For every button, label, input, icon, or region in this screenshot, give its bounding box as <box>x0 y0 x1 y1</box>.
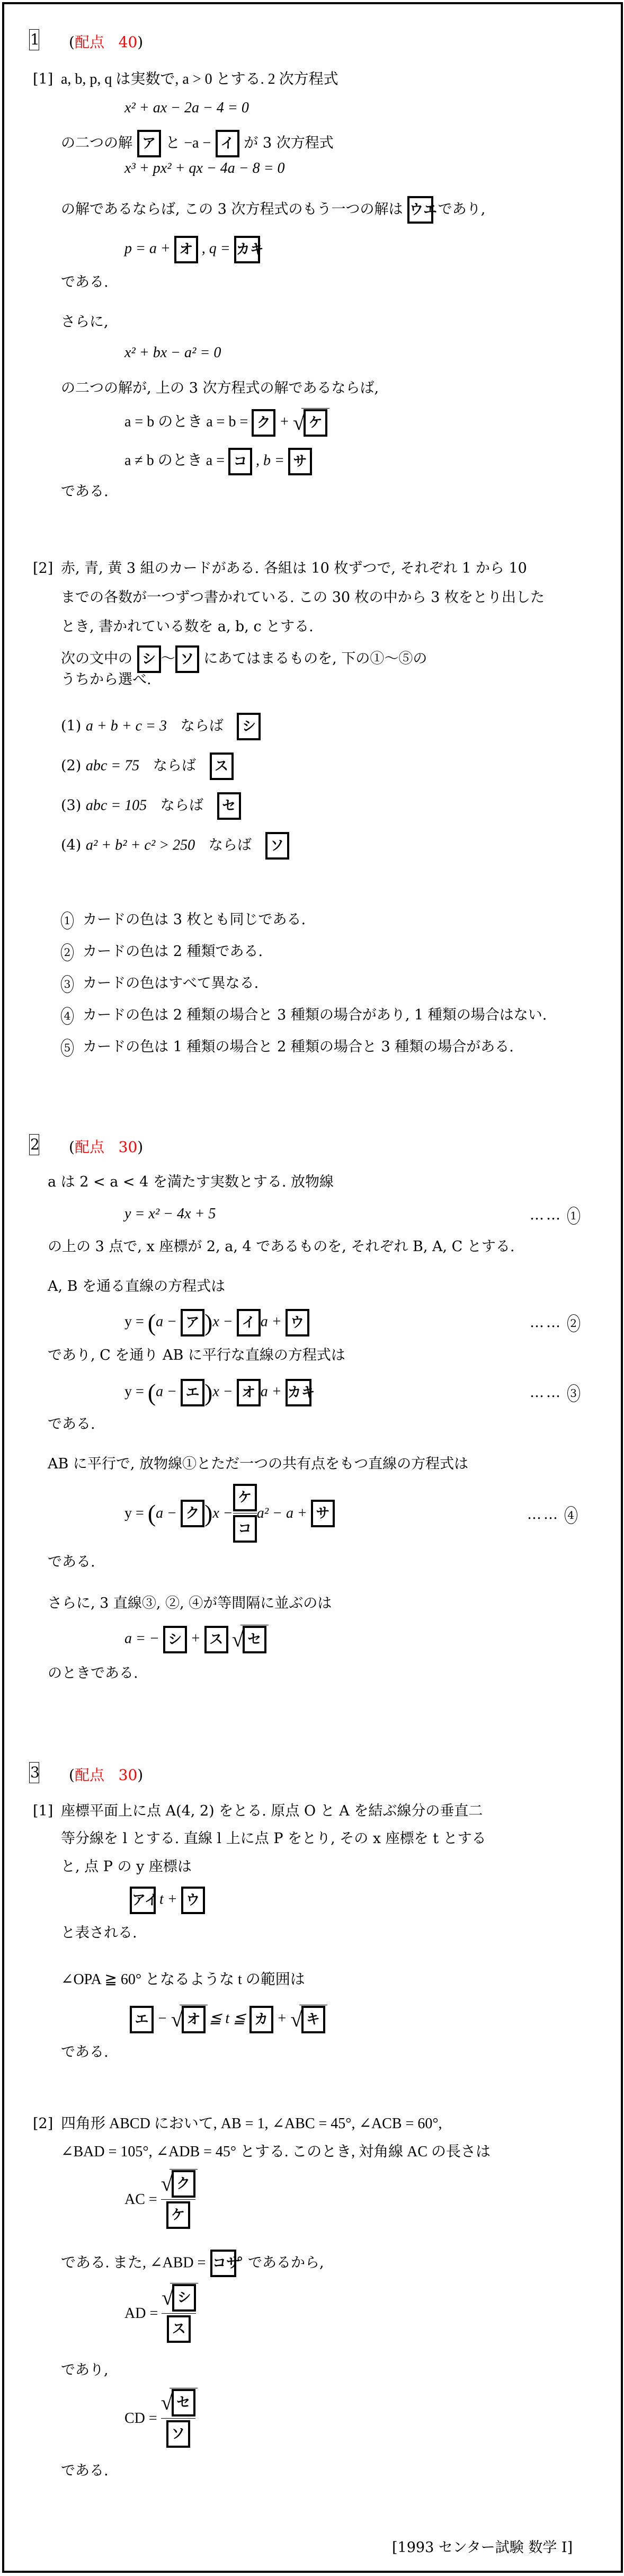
problem-line <box>61 2250 324 2277</box>
question-cond: abc = 105 <box>85 797 147 814</box>
tag-number-icon: 3 <box>567 1384 580 1402</box>
question-cond: a + b + c = 3 <box>85 718 167 734</box>
source-citation: [1993 センター試験 数学 I] <box>392 2539 573 2556</box>
answer-box-ko[interactable]: コ <box>233 1515 257 1543</box>
equation: y = x² − 4x + 5 <box>124 1206 216 1222</box>
problem-text: までの各数が一つずつ書かれている. この 30 枚の中から 3 枚をとり出した <box>61 589 545 606</box>
sqrt-icon <box>291 2006 325 2033</box>
answer-box-ke[interactable]: ケ <box>304 409 327 437</box>
answer-box-ko[interactable]: コ <box>228 448 252 475</box>
problem-text: うちから選べ. <box>61 671 151 688</box>
text: a − <box>156 1383 177 1400</box>
answer-box-se[interactable]: セ <box>172 2389 195 2416</box>
choice-item <box>61 1006 547 1025</box>
text: y = <box>124 1313 144 1330</box>
choice-text: カードの色はすべて異なる. <box>83 975 259 992</box>
sqrt-icon <box>161 2170 195 2198</box>
answer-box-su[interactable]: ス <box>167 2315 191 2343</box>
equation-line <box>124 409 327 437</box>
answer-box-ki[interactable]: キ <box>301 2006 325 2033</box>
equation: x³ + px² + qx − 4a − 8 = 0 <box>124 160 285 176</box>
problem-line <box>61 130 334 157</box>
answer-box-shi[interactable]: シ <box>237 713 261 740</box>
text: a − <box>156 1313 177 1330</box>
fraction <box>161 2389 195 2448</box>
problem-text: 四角形 ABCD において, AB = 1, ∠ABC = 45°, ∠ACB = 60°, <box>61 2115 442 2132</box>
text: ならば <box>160 797 203 814</box>
equation-line-4: y = ( a − ク ) x − $\frac{\text{ケ}}{\text{コ}}$ a² − a + サ <box>124 1484 335 1543</box>
problem-line <box>61 645 427 673</box>
problem-text: の二つの解が, 上の 3 次方程式の解であるならば, <box>61 380 379 396</box>
problem-text: 赤, 青, 黄 3 組のカードがある. 各組は 10 枚ずつで, それぞれ 1 から 10 <box>61 560 527 577</box>
question-num: (4) <box>61 837 82 854</box>
sqrt-icon <box>232 1626 266 1653</box>
choice-text: カードの色は 2 種類である. <box>83 943 263 960</box>
answer-box-u[interactable]: ウ <box>181 1887 205 1914</box>
fraction <box>162 2284 196 2343</box>
points-value: 30 <box>118 1766 138 1784</box>
problem-text: と表される. <box>61 1925 137 1941</box>
choice-text: カードの色は 1 種類の場合と 2 種類の場合と 3 種類の場合がある. <box>83 1039 514 1055</box>
question-row <box>61 753 234 780</box>
dots: …… <box>530 1384 563 1401</box>
answer-box-ku[interactable]: ク <box>181 1500 204 1527</box>
equation-line-2: y = (a − ア )x − イ a + ウ <box>124 1309 309 1336</box>
question-cond: abc = 75 <box>85 757 140 774</box>
equation-line <box>124 448 312 475</box>
problem-text: であり, C を通り AB に平行な直線の方程式は <box>48 1347 345 1364</box>
problem-text: である. <box>48 1554 95 1570</box>
section-1-points: (配点 40) <box>69 33 144 51</box>
problem-text: の上の 3 点で, x 座標が 2, a, 4 であるものを, それぞれ B, A, C とする. <box>48 1238 515 1255</box>
text: と −a − <box>165 135 211 152</box>
section-number-1: 1 <box>29 29 39 50</box>
problem-text: であり, <box>61 2362 109 2378</box>
text: AD = <box>124 2305 158 2322</box>
answer-box-kosa[interactable]: コサ <box>210 2250 236 2277</box>
text: a + <box>260 1383 282 1400</box>
answer-box-shi[interactable]: シ <box>137 645 161 673</box>
equation-tag <box>530 1206 580 1225</box>
tag-number-icon: 1 <box>567 1207 580 1225</box>
answer-box-ku[interactable]: ク <box>252 409 275 437</box>
choice-item <box>61 910 306 930</box>
answer-box-se[interactable]: セ <box>243 1626 266 1653</box>
tag-number-icon: 2 <box>567 1314 580 1332</box>
choice-number-icon: 2 <box>61 943 74 961</box>
fraction <box>233 1484 257 1543</box>
text: CD = <box>124 2410 157 2427</box>
text: − <box>157 2010 167 2027</box>
problem-text: である. <box>61 2463 109 2479</box>
sqrt-icon <box>162 2284 196 2312</box>
problem-text: 等分線を l とする. 直線 l 上に点 P をとり, その x 座標を t とする <box>61 1830 486 1847</box>
problem-text: a は 2 < a < 4 を満たす実数とする. 放物線 <box>48 1174 334 1190</box>
points-label: 配点 <box>74 1766 104 1784</box>
choice-item <box>61 974 258 993</box>
part-label: [2] <box>33 2115 54 2132</box>
problem-text: ∠BAD = 105°, ∠ADB = 45° とする. このとき, 対角線 AC の長さは <box>61 2144 491 2160</box>
answer-box-so[interactable]: ソ <box>265 832 289 860</box>
problem-text: のときである. <box>48 1665 138 1681</box>
answer-box-o[interactable]: オ <box>174 236 198 263</box>
answer-box-so[interactable]: ソ <box>166 2420 190 2448</box>
dots: …… <box>527 1506 560 1522</box>
answer-box-so[interactable]: ソ <box>175 645 199 673</box>
text: a − <box>156 1504 177 1521</box>
answer-box-o[interactable]: オ <box>237 1379 261 1406</box>
question-cond: a² + b² + c² > 250 <box>85 837 195 854</box>
answer-box-su[interactable]: ス <box>210 753 234 780</box>
answer-box-kaki[interactable]: カキ <box>286 1379 311 1406</box>
text: x − <box>212 1313 233 1330</box>
choice-item <box>61 942 263 961</box>
answer-box-u[interactable]: ウ <box>286 1309 309 1336</box>
equation: x² + ax − 2a − 4 = 0 <box>124 100 249 116</box>
question-num: (2) <box>61 757 82 774</box>
sqrt-icon <box>293 409 327 437</box>
text: x − <box>212 1504 233 1521</box>
part-label: [1] <box>33 1803 54 1819</box>
problem-text: a, b, p, q は実数で, a > 0 とする. 2 次方程式 <box>61 71 338 87</box>
problem-text: 座標平面上に点 A(4, 2) をとる. 原点 O と A を結ぶ線分の垂直二 <box>61 1803 483 1819</box>
text: y = <box>124 1383 144 1400</box>
answer-box-e[interactable]: エ <box>130 2006 154 2033</box>
question-num: (1) <box>61 718 82 734</box>
text: ≦ t ≦ <box>209 2010 246 2027</box>
choice-number-icon: 3 <box>61 975 74 993</box>
dots: …… <box>530 1314 563 1331</box>
problem-text: さらに, <box>61 314 109 330</box>
answer-box-sa[interactable]: サ <box>311 1500 335 1527</box>
answer-box-ka[interactable]: カ <box>249 2006 273 2033</box>
answer-box-i[interactable]: イ <box>216 130 239 157</box>
choice-item <box>61 1038 514 1057</box>
equation-cd <box>124 2389 195 2448</box>
answer-box-ke[interactable]: ケ <box>233 1484 257 1511</box>
problem-text: である. <box>61 483 109 500</box>
part-label: [2] <box>33 560 54 577</box>
text: x − <box>212 1383 233 1400</box>
dots: …… <box>530 1207 563 1223</box>
choice-text: カードの色は 3 枚とも同じである. <box>83 911 306 928</box>
text: AC = <box>124 2191 157 2208</box>
points-value: 40 <box>118 33 138 51</box>
equation-ad <box>124 2284 196 2343</box>
question-row <box>61 832 289 860</box>
text: ならば <box>153 757 196 774</box>
part-label: [1] <box>33 71 54 87</box>
points-value: 30 <box>118 1138 138 1156</box>
answer-box-se[interactable]: セ <box>217 792 241 820</box>
text: p = a + <box>124 240 171 257</box>
points-label: 配点 <box>74 33 104 51</box>
text: a = b のとき a = b = <box>124 413 248 430</box>
equation-tag <box>530 1313 580 1332</box>
text: a² − a + <box>256 1504 307 1521</box>
sqrt-icon <box>161 2389 195 2416</box>
text: t + <box>159 1891 177 1908</box>
answer-box-ke[interactable]: ケ <box>166 2201 190 2229</box>
fraction <box>161 2170 195 2229</box>
choice-number-icon: 5 <box>61 1039 74 1057</box>
answer-box-shi[interactable]: シ <box>163 1626 187 1653</box>
section-number-3: 3 <box>29 1762 39 1783</box>
text: + <box>277 2010 287 2027</box>
section-2-points: (配点 30) <box>69 1138 144 1156</box>
text: + <box>279 413 290 430</box>
tag-number-icon: 4 <box>565 1506 577 1524</box>
text: であり, <box>438 201 486 218</box>
problem-text: さらに, 3 直線③, ②, ④が等間隔に並ぶのは <box>48 1595 332 1612</box>
problem-text: とき, 書かれている数を a, b, c とする. <box>61 618 314 635</box>
problem-text: と, 点 P の y 座標は <box>61 1858 192 1875</box>
question-row <box>61 713 261 740</box>
question-row <box>61 792 241 820</box>
section-3-points: (配点 30) <box>69 1766 144 1784</box>
problem-line <box>61 196 485 224</box>
answer-box-e[interactable]: エ <box>181 1379 204 1406</box>
text: ° であるから, <box>236 2254 324 2271</box>
text: である. また, ∠ABD = <box>61 2254 206 2271</box>
question-num: (3) <box>61 797 82 814</box>
text: にあてはまるものを, 下の①〜⑤の <box>203 650 427 667</box>
equation-line <box>124 236 264 263</box>
problem-text: である. <box>61 2044 109 2060</box>
answer-box-ku[interactable]: ク <box>172 2170 195 2198</box>
problem-text: ∠OPA ≧ 60° となるような t の範囲は <box>61 1971 305 1988</box>
answer-box-su[interactable]: ス <box>204 1626 228 1653</box>
text: 〜 <box>161 650 175 667</box>
equation-tag <box>530 1383 580 1402</box>
answer-box-i[interactable]: イ <box>237 1309 261 1336</box>
text: の二つの解 <box>61 135 132 152</box>
problem-text: である. <box>61 274 109 290</box>
equation-line-5 <box>124 1626 266 1653</box>
problem-text: である. <box>48 1416 95 1432</box>
choice-number-icon: 4 <box>61 1007 74 1025</box>
equation-line <box>130 1887 205 1914</box>
text: , q = <box>201 240 230 257</box>
equation: x² + bx − a² = 0 <box>124 344 221 361</box>
equation-ac <box>124 2170 195 2229</box>
answer-box-o[interactable]: オ <box>182 2006 206 2033</box>
text: + <box>190 1630 201 1647</box>
text: a = − <box>124 1630 159 1647</box>
equation-line-3: y = (a − エ )x − オ a + カキ <box>124 1379 315 1406</box>
text: が 3 次方程式 <box>244 135 334 152</box>
text: y = <box>124 1504 144 1521</box>
choice-number-icon: 1 <box>61 911 74 930</box>
section-number-2: 2 <box>29 1134 39 1155</box>
answer-box-a[interactable]: ア <box>137 130 161 157</box>
answer-box-kaki[interactable]: カキ <box>234 236 260 263</box>
equation-tag <box>527 1505 577 1524</box>
text: a ≠ b のとき a = <box>124 452 225 469</box>
inequality-line <box>130 2006 325 2033</box>
text: 次の文中の <box>61 650 132 667</box>
text: , b = <box>256 452 284 469</box>
answer-box-shi[interactable]: シ <box>172 2284 196 2312</box>
problem-text: A, B を通る直線の方程式は <box>48 1278 226 1295</box>
problem-text: AB に平行で, 放物線①とただ一つの共有点をもつ直線の方程式は <box>48 1456 469 1472</box>
choice-text: カードの色は 2 種類の場合と 3 種類の場合があり, 1 種類の場合はない. <box>83 1007 547 1023</box>
text: ならば <box>180 718 224 734</box>
points-label: 配点 <box>74 1138 104 1156</box>
answer-box-ai[interactable]: アイ <box>130 1887 156 1914</box>
answer-box-ue[interactable]: ウエ <box>407 196 433 224</box>
answer-box-a[interactable]: ア <box>181 1309 204 1336</box>
sqrt-icon <box>171 2006 206 2033</box>
text: の解であるならば, この 3 次方程式のもう一つの解は <box>61 201 403 218</box>
answer-box-sa[interactable]: サ <box>288 448 312 475</box>
text: a + <box>260 1313 282 1330</box>
text: ならば <box>208 837 252 854</box>
